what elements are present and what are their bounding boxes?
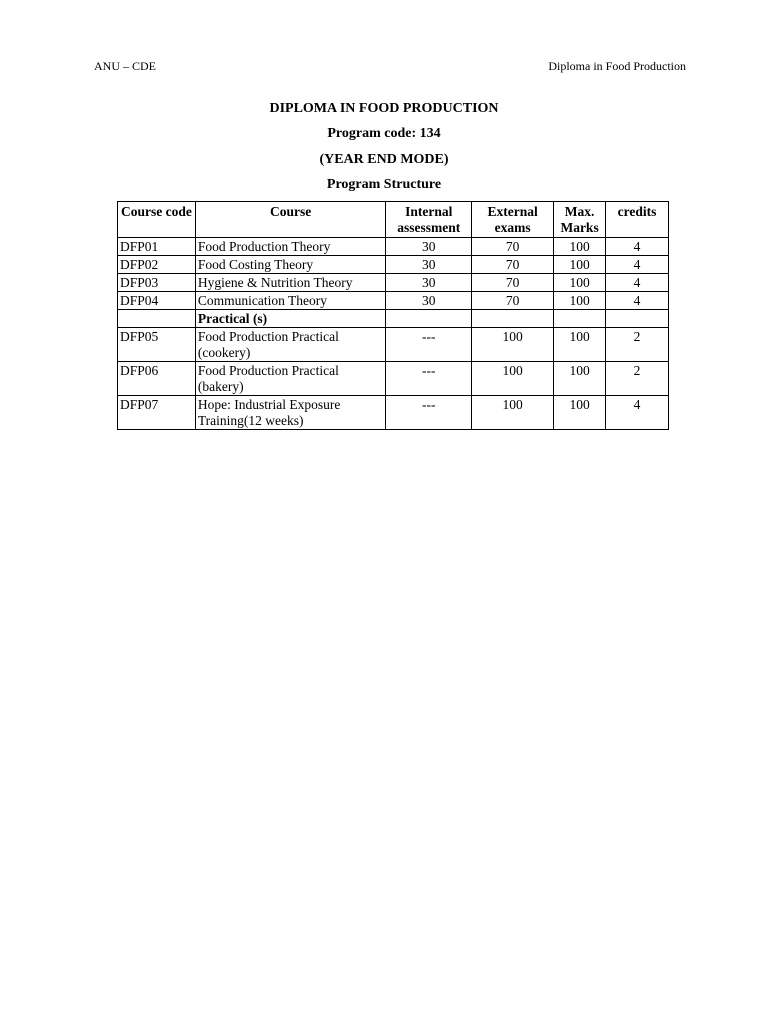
empty-cell	[386, 310, 472, 328]
max-marks-cell: 100	[554, 362, 606, 396]
course-code-cell: DFP05	[118, 328, 196, 362]
table-row	[118, 328, 669, 362]
external-cell: 100	[472, 396, 554, 430]
empty-cell	[554, 310, 606, 328]
empty-cell	[118, 310, 196, 328]
credits-cell: 4	[606, 292, 669, 310]
internal-cell: 30	[386, 274, 472, 292]
program-code: Program code: 134	[327, 126, 441, 141]
internal-cell: ---	[386, 396, 472, 430]
course-code-cell: DFP04	[118, 292, 196, 310]
max-marks-cell: 100	[554, 238, 606, 256]
table-row	[118, 274, 669, 292]
credits-cell: 4	[606, 396, 669, 430]
max-marks-cell: 100	[554, 328, 606, 362]
internal-cell: ---	[386, 328, 472, 362]
max-marks-cell: 100	[554, 396, 606, 430]
empty-cell	[472, 310, 554, 328]
column-header-course-code: Course code	[118, 202, 196, 238]
internal-cell: 30	[386, 256, 472, 274]
course-name-cell: Communication Theory	[195, 292, 386, 310]
credits-cell: 2	[606, 362, 669, 396]
table-header-row	[118, 202, 669, 238]
practical-section-label: Practical (s)	[195, 310, 386, 328]
course-name-cell: Food Production Practical (cookery)	[195, 328, 386, 362]
course-name-cell: Food Production Theory	[195, 238, 386, 256]
course-code-cell: DFP03	[118, 274, 196, 292]
header-left-text: ANU – CDE	[94, 59, 156, 73]
credits-cell: 4	[606, 256, 669, 274]
empty-cell	[606, 310, 669, 328]
external-cell: 70	[472, 292, 554, 310]
column-header-credits: credits	[606, 202, 669, 238]
document-title: DIPLOMA IN FOOD PRODUCTION	[269, 101, 499, 116]
course-name-cell: Food Production Practical (bakery)	[195, 362, 386, 396]
column-header-course: Course	[195, 202, 386, 238]
external-cell: 100	[472, 328, 554, 362]
table-row	[118, 362, 669, 396]
course-code-cell: DFP02	[118, 256, 196, 274]
course-code-cell: DFP01	[118, 238, 196, 256]
header-right-text: Diploma in Food Production	[548, 59, 686, 73]
max-marks-cell: 100	[554, 292, 606, 310]
credits-cell: 4	[606, 238, 669, 256]
max-marks-cell: 100	[554, 274, 606, 292]
practical-section-row	[118, 310, 669, 328]
course-name-cell: Hope: Industrial Exposure Training(12 weeks)	[195, 396, 386, 430]
internal-cell: 30	[386, 292, 472, 310]
max-marks-cell: 100	[554, 256, 606, 274]
column-header-external: External exams	[472, 202, 554, 238]
course-code-cell: DFP07	[118, 396, 196, 430]
course-code-cell: DFP06	[118, 362, 196, 396]
course-name-cell: Food Costing Theory	[195, 256, 386, 274]
external-cell: 70	[472, 238, 554, 256]
credits-cell: 2	[606, 328, 669, 362]
table-row	[118, 396, 669, 430]
table-row	[118, 292, 669, 310]
course-name-cell: Hygiene & Nutrition Theory	[195, 274, 386, 292]
column-header-internal: Internal assessment	[386, 202, 472, 238]
column-header-max-marks: Max. Marks	[554, 202, 606, 238]
table-row	[118, 238, 669, 256]
program-mode: (YEAR END MODE)	[319, 152, 449, 167]
external-cell: 70	[472, 274, 554, 292]
credits-cell: 4	[606, 274, 669, 292]
program-structure-table	[117, 201, 669, 430]
program-structure-heading: Program Structure	[326, 177, 442, 192]
external-cell: 100	[472, 362, 554, 396]
external-cell: 70	[472, 256, 554, 274]
internal-cell: ---	[386, 362, 472, 396]
internal-cell: 30	[386, 238, 472, 256]
table-row	[118, 256, 669, 274]
